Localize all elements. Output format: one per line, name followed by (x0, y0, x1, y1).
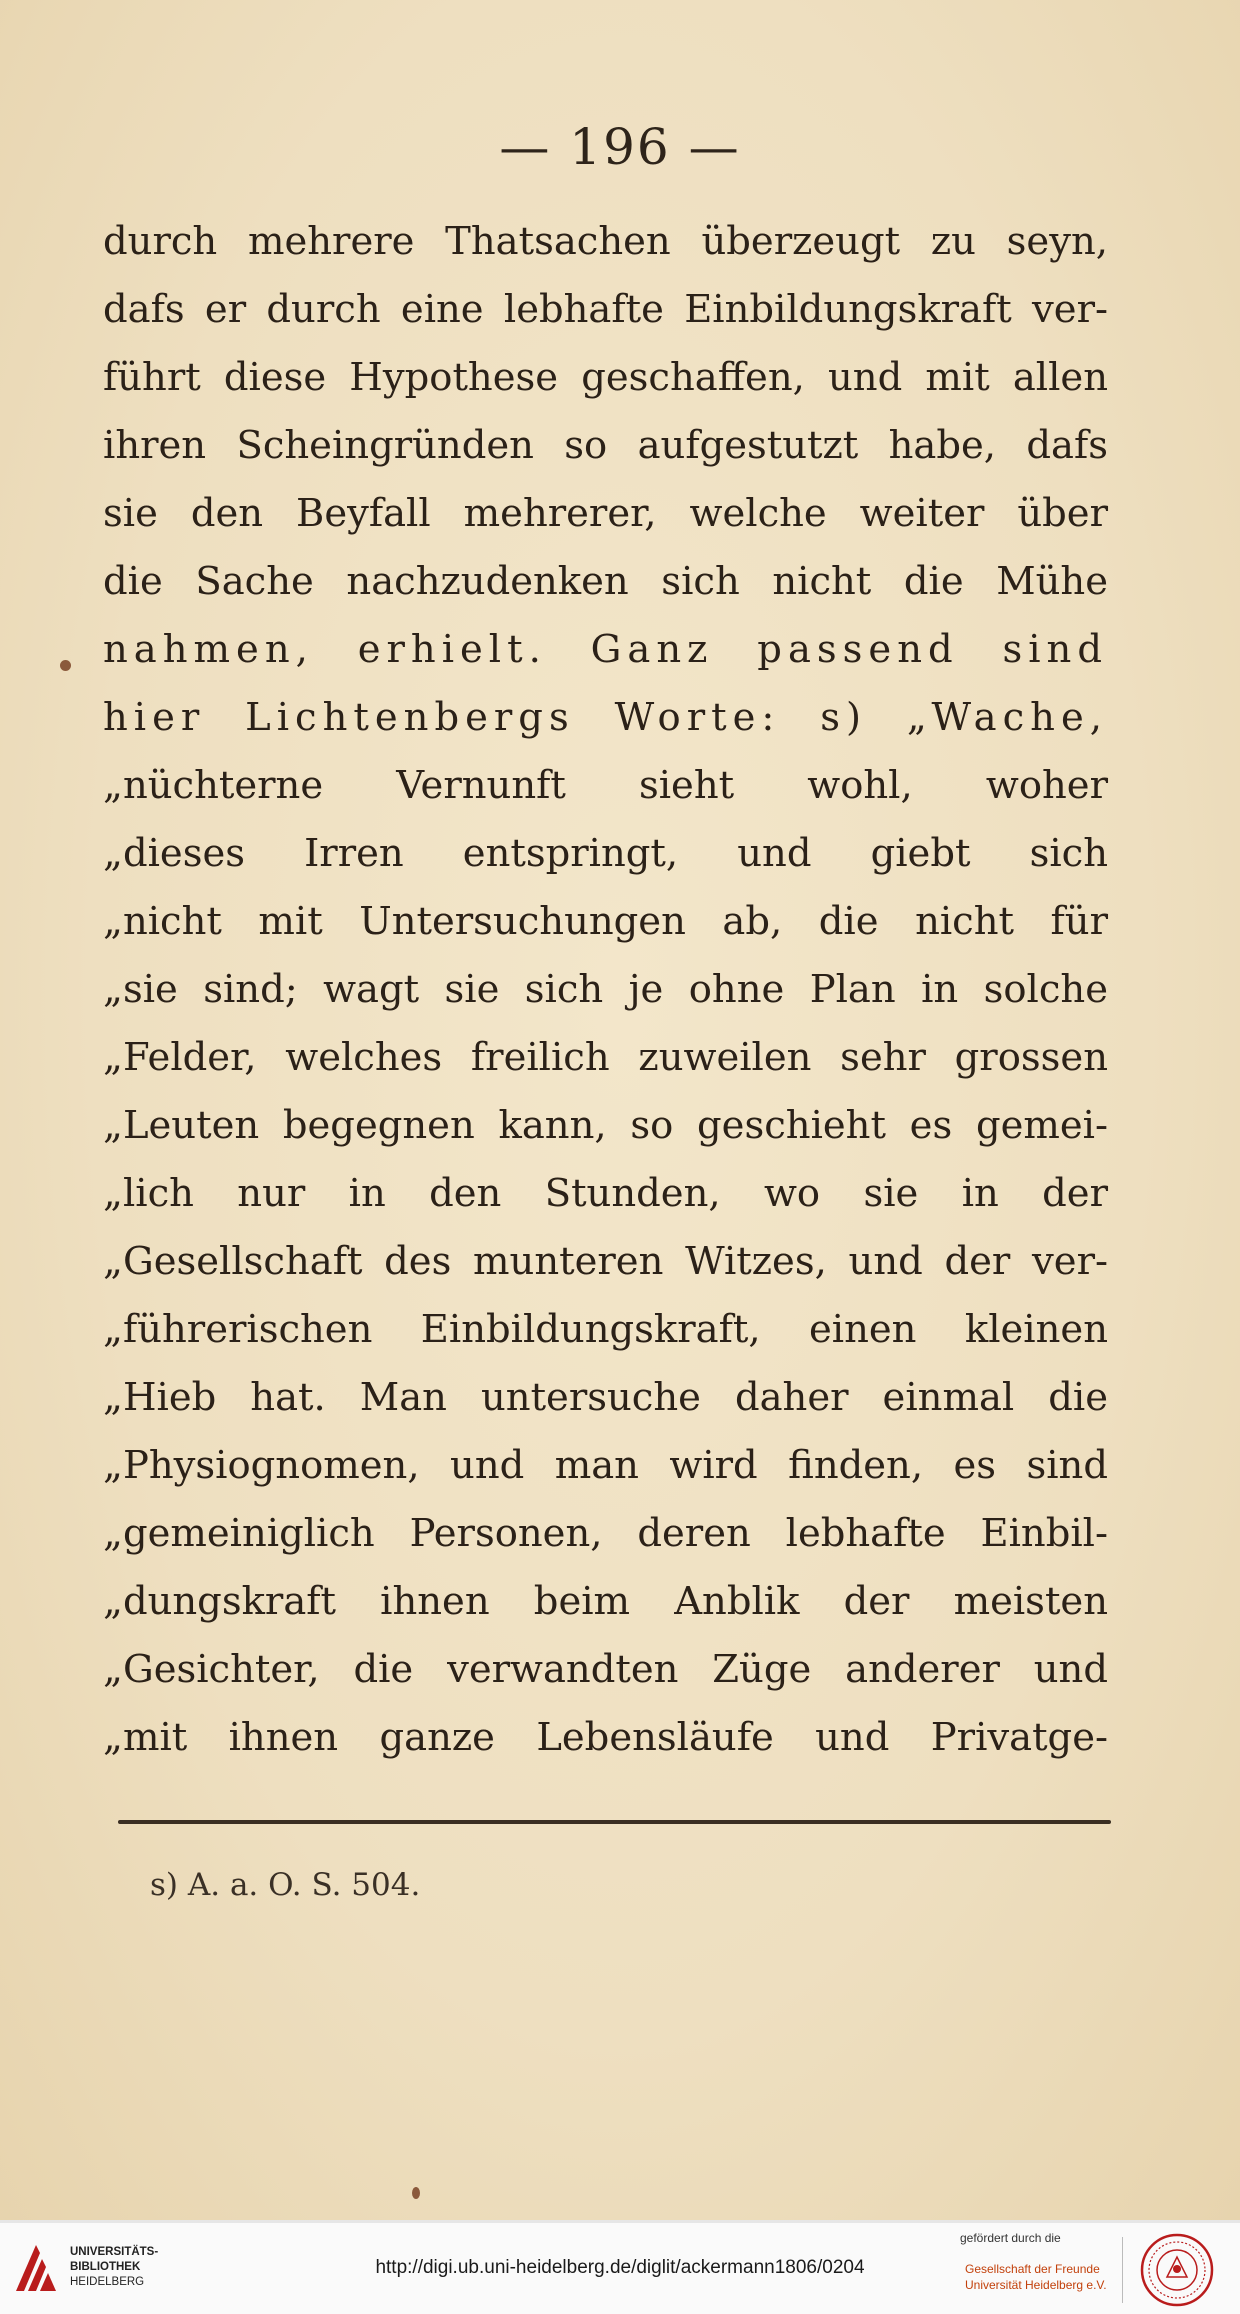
text-line: „sie sind; wagt sie sich je ohne Plan in solche (103, 967, 1108, 1012)
text-line: „Leuten begegnen kann, so geschieht es gemei- (103, 1103, 1108, 1148)
footer-divider (1122, 2237, 1123, 2303)
text-line: nahmen, erhielt. Ganz passend sind (103, 627, 1108, 672)
university-seal-icon[interactable] (1140, 2233, 1214, 2307)
text-line: „Gesellschaft des munteren Witzes, und der ver- (103, 1239, 1108, 1284)
text-line: „führerischen Einbildungskraft, einen kleinen (103, 1307, 1108, 1352)
paper-speck (60, 660, 71, 671)
page-number: — 196 — (499, 118, 741, 176)
paper-speck (412, 2187, 420, 2199)
footer-bar (0, 2220, 1240, 2314)
text-line: „lich nur in den Stunden, wo sie in der (103, 1171, 1108, 1216)
sponsor-label: gefördert durch die (960, 2231, 1061, 2245)
text-line: „Physiognomen, und man wird finden, es sind (103, 1443, 1108, 1488)
library-name-line: BIBLIOTHEK (70, 2261, 141, 2273)
text-line: „nüchterne Vernunft sieht wohl, woher (103, 763, 1108, 808)
permalink-url[interactable]: http://digi.ub.uni-heidelberg.de/diglit/ackermann1806/0204 (375, 2257, 865, 2278)
text-line: dafs er durch eine lebhafte Einbildungskraft ver- (103, 287, 1108, 332)
sponsor-name-line: Universität Heidelberg e.V. (965, 2278, 1107, 2292)
footnote: s) A. a. O. S. 504. (150, 1867, 421, 1903)
sponsor-name-line: Gesellschaft der Freunde (965, 2262, 1100, 2276)
text-line: „Felder, welches freilich zuweilen sehr grossen (103, 1035, 1108, 1080)
text-line: „dieses Irren entspringt, und giebt sich (103, 831, 1108, 876)
text-line: „gemeiniglich Personen, deren lebhafte Einbil- (103, 1511, 1108, 1556)
library-name-line: HEIDELBERG (70, 2276, 145, 2288)
text-line: „mit ihnen ganze Lebensläufe und Privatge- (103, 1715, 1108, 1760)
sponsor-name[interactable] (965, 2261, 1107, 2293)
text-line: ihren Scheingründen so aufgestutzt habe, dafs (103, 423, 1108, 468)
footnote-rule (118, 1820, 1111, 1824)
text-line: „nicht mit Untersuchungen ab, die nicht für (103, 899, 1108, 944)
text-line: „dungskraft ihnen beim Anblik der meisten (103, 1579, 1108, 1624)
body-text (103, 208, 1108, 1772)
library-name-line: UNIVERSITÄTS- (70, 2246, 159, 2258)
text-line: „Hieb hat. Man untersuche daher einmal die (103, 1375, 1108, 1420)
text-line: sie den Beyfall mehrerer, welche weiter über (103, 491, 1108, 536)
text-line: hier Lichtenbergs Worte: s) „Wache, (103, 695, 1108, 740)
text-line: durch mehrere Thatsachen überzeugt zu seyn, (103, 219, 1108, 264)
text-line: führt diese Hypothese geschaffen, und mit allen (103, 355, 1108, 400)
text-line: „Gesichter, die verwandten Züge anderer und (103, 1647, 1108, 1692)
text-line: die Sache nachzudenken sich nicht die Mühe (103, 559, 1108, 604)
